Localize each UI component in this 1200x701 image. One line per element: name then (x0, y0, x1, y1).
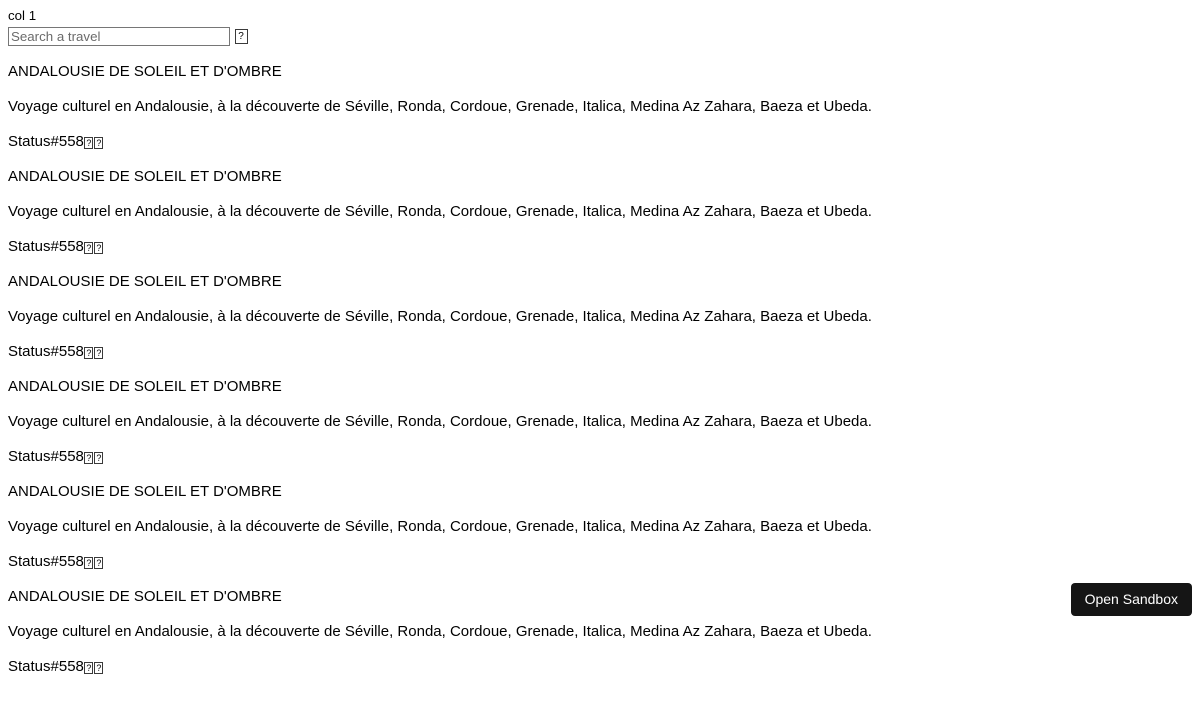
missing-glyph-icon: ? (96, 138, 102, 148)
missing-glyph-icon: ? (96, 243, 102, 253)
missing-glyph-icon: ? (86, 453, 92, 463)
column-label: col 1 (8, 8, 37, 23)
status-text: Status#558 (8, 448, 84, 465)
search-submit-icon[interactable]: ? (235, 29, 248, 44)
open-sandbox-button[interactable]: Open Sandbox (1071, 583, 1192, 616)
list-item (8, 273, 1192, 361)
missing-glyph-icon: ? (96, 348, 102, 358)
missing-glyph-icon: ? (86, 348, 92, 358)
travel-title: ANDALOUSIE DE SOLEIL ET D'OMBRE (8, 63, 282, 80)
list-item (8, 63, 1192, 151)
list-item (8, 378, 1192, 466)
travel-status (8, 343, 1192, 361)
missing-glyph-icon: ? (96, 453, 102, 463)
search-row (8, 27, 1192, 46)
travel-status (8, 133, 1192, 151)
travel-description: Voyage culturel en Andalousie, à la découverte de Séville, Ronda, Cordoue, Grenade, Italica, Medina Az Zahara, Baeza et Ubeda. (8, 98, 872, 115)
travel-description: Voyage culturel en Andalousie, à la découverte de Séville, Ronda, Cordoue, Grenade, Italica, Medina Az Zahara, Baeza et Ubeda. (8, 518, 872, 535)
status-text: Status#558 (8, 658, 84, 675)
search-input[interactable] (8, 27, 230, 46)
travel-description: Voyage culturel en Andalousie, à la découverte de Séville, Ronda, Cordoue, Grenade, Italica, Medina Az Zahara, Baeza et Ubeda. (8, 308, 872, 325)
travel-status (8, 448, 1192, 466)
travel-list (8, 63, 1192, 676)
travel-status (8, 553, 1192, 571)
travel-description: Voyage culturel en Andalousie, à la découverte de Séville, Ronda, Cordoue, Grenade, Italica, Medina Az Zahara, Baeza et Ubeda. (8, 203, 872, 220)
missing-glyph-icon: ? (86, 558, 92, 568)
travel-description: Voyage culturel en Andalousie, à la découverte de Séville, Ronda, Cordoue, Grenade, Italica, Medina Az Zahara, Baeza et Ubeda. (8, 413, 872, 430)
travel-status (8, 238, 1192, 256)
missing-glyph-icon: ? (96, 663, 102, 673)
status-text: Status#558 (8, 238, 84, 255)
list-item (8, 588, 1192, 676)
travel-title: ANDALOUSIE DE SOLEIL ET D'OMBRE (8, 588, 282, 605)
travel-title: ANDALOUSIE DE SOLEIL ET D'OMBRE (8, 378, 282, 395)
travel-title: ANDALOUSIE DE SOLEIL ET D'OMBRE (8, 483, 282, 500)
travel-title: ANDALOUSIE DE SOLEIL ET D'OMBRE (8, 273, 282, 290)
list-item (8, 168, 1192, 256)
missing-glyph-icon: ? (86, 243, 92, 253)
status-text: Status#558 (8, 553, 84, 570)
missing-glyph-icon: ? (96, 558, 102, 568)
missing-glyph-icon: ? (86, 138, 92, 148)
list-item (8, 483, 1192, 571)
travel-description: Voyage culturel en Andalousie, à la découverte de Séville, Ronda, Cordoue, Grenade, Italica, Medina Az Zahara, Baeza et Ubeda. (8, 623, 872, 640)
travel-title: ANDALOUSIE DE SOLEIL ET D'OMBRE (8, 168, 282, 185)
travel-status (8, 658, 1192, 676)
status-text: Status#558 (8, 343, 84, 360)
missing-glyph-icon: ? (86, 663, 92, 673)
status-text: Status#558 (8, 133, 84, 150)
